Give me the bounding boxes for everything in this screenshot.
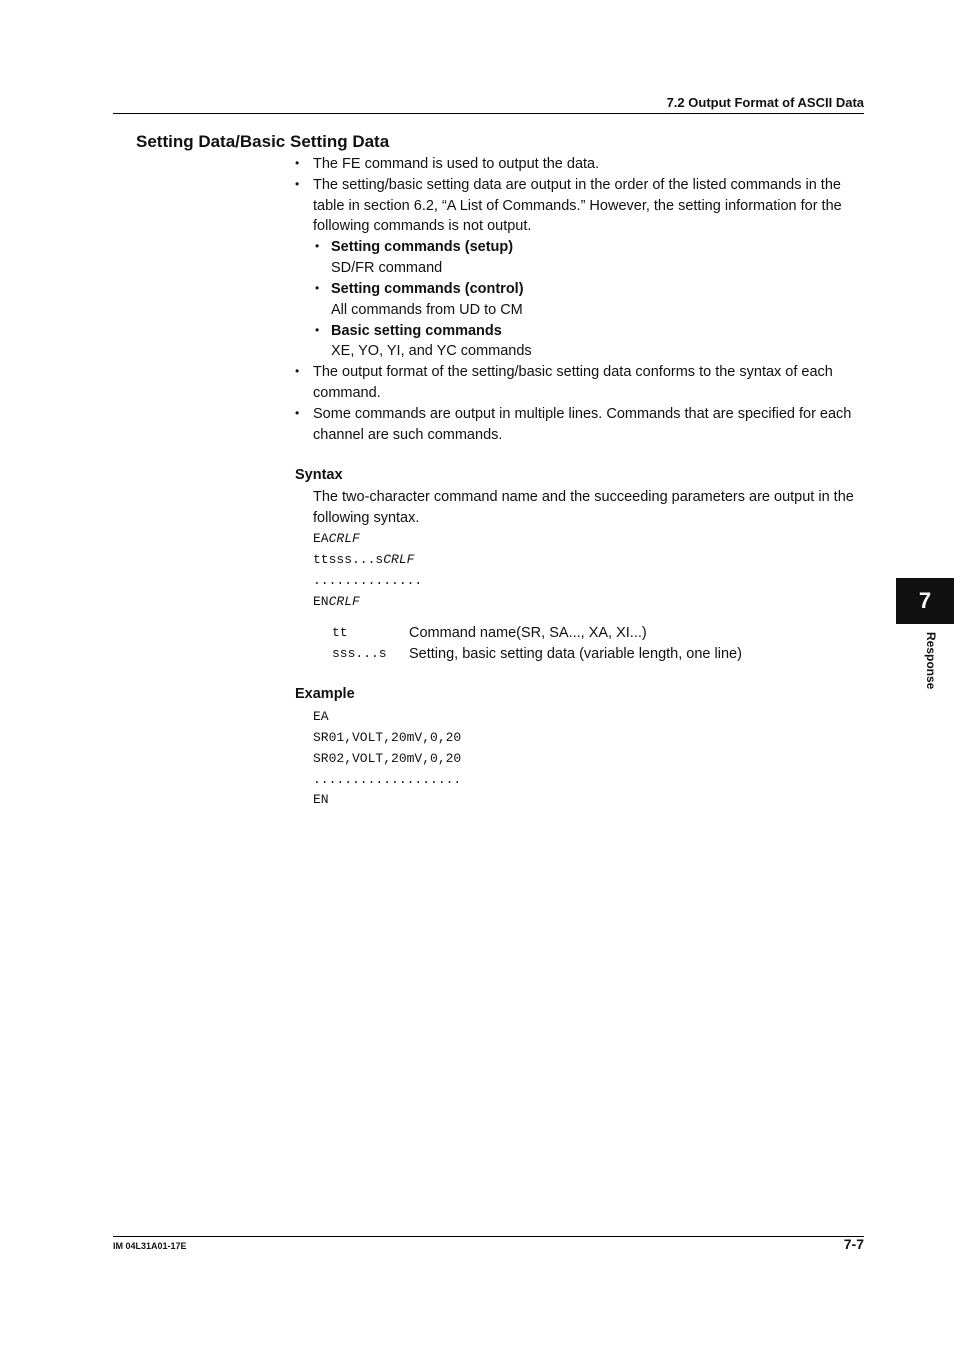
sub-bullet-title: Setting commands (setup): [331, 239, 514, 255]
syntax-description: following syntax.: [313, 510, 420, 526]
sub-bullet-marker: •: [315, 281, 320, 295]
sub-bullet-text: XE, YO, YI, and YC commands: [331, 343, 532, 359]
bullet-text: table in section 6.2, “A List of Commands.” However, the setting information for the: [313, 198, 842, 214]
definition-description: Command name(SR, SA..., XA, XI...): [409, 625, 647, 641]
sub-bullet-marker: •: [315, 239, 320, 253]
example-code-line: ...................: [313, 772, 462, 787]
syntax-code-line: ..............: [313, 573, 423, 588]
bullet-text: The setting/basic setting data are output in the order of the listed commands in the: [313, 177, 841, 193]
example-code-line: SR02,VOLT,20mV,0,20: [313, 751, 462, 766]
running-header-title: 7.2 Output Format of ASCII Data: [666, 95, 864, 110]
definition-description: Setting, basic setting data (variable length, one line): [409, 646, 742, 662]
example-code-line: EN: [313, 792, 329, 807]
syntax-heading: Syntax: [295, 467, 343, 483]
sub-bullet-title: Basic setting commands: [331, 323, 502, 339]
section-heading: Setting Data/Basic Setting Data: [136, 132, 390, 151]
syntax-description: The two-character command name and the succeeding parameters are output in the: [313, 489, 854, 505]
footer-rule: [113, 1236, 864, 1237]
syntax-code-line: ENCRLF: [313, 594, 360, 609]
sub-bullet-text: All commands from UD to CM: [331, 302, 523, 318]
bullet-text: Some commands are output in multiple lines. Commands that are specified for each: [313, 406, 852, 422]
definition-term: tt: [332, 625, 348, 640]
definition-term: sss...s: [332, 646, 387, 661]
syntax-code-line: EACRLF: [313, 531, 360, 546]
header-rule: [113, 113, 864, 114]
chapter-tab-label: Response: [924, 632, 938, 690]
bullet-text: following commands is not output.: [313, 218, 532, 234]
document-id: IM 04L31A01-17E: [113, 1241, 187, 1251]
bullet-marker: •: [295, 156, 300, 170]
bullet-marker: •: [295, 177, 300, 191]
sub-bullet-text: SD/FR command: [331, 260, 443, 276]
bullet-text: The FE command is used to output the data.: [313, 156, 600, 172]
bullet-marker: •: [295, 364, 300, 378]
bullet-text: channel are such commands.: [313, 427, 503, 443]
example-code-line: EA: [313, 709, 329, 724]
sub-bullet-marker: •: [315, 323, 320, 337]
bullet-text: The output format of the setting/basic setting data conforms to the syntax of each: [313, 364, 833, 380]
syntax-code-line: ttsss...sCRLF: [313, 552, 415, 567]
bullet-marker: •: [295, 406, 300, 420]
page-number: 7-7: [843, 1236, 864, 1252]
bullet-text: command.: [313, 385, 381, 401]
sub-bullet-title: Setting commands (control): [331, 281, 524, 297]
example-heading: Example: [295, 686, 355, 702]
example-code-line: SR01,VOLT,20mV,0,20: [313, 730, 462, 745]
chapter-tab: 7: [896, 578, 954, 624]
